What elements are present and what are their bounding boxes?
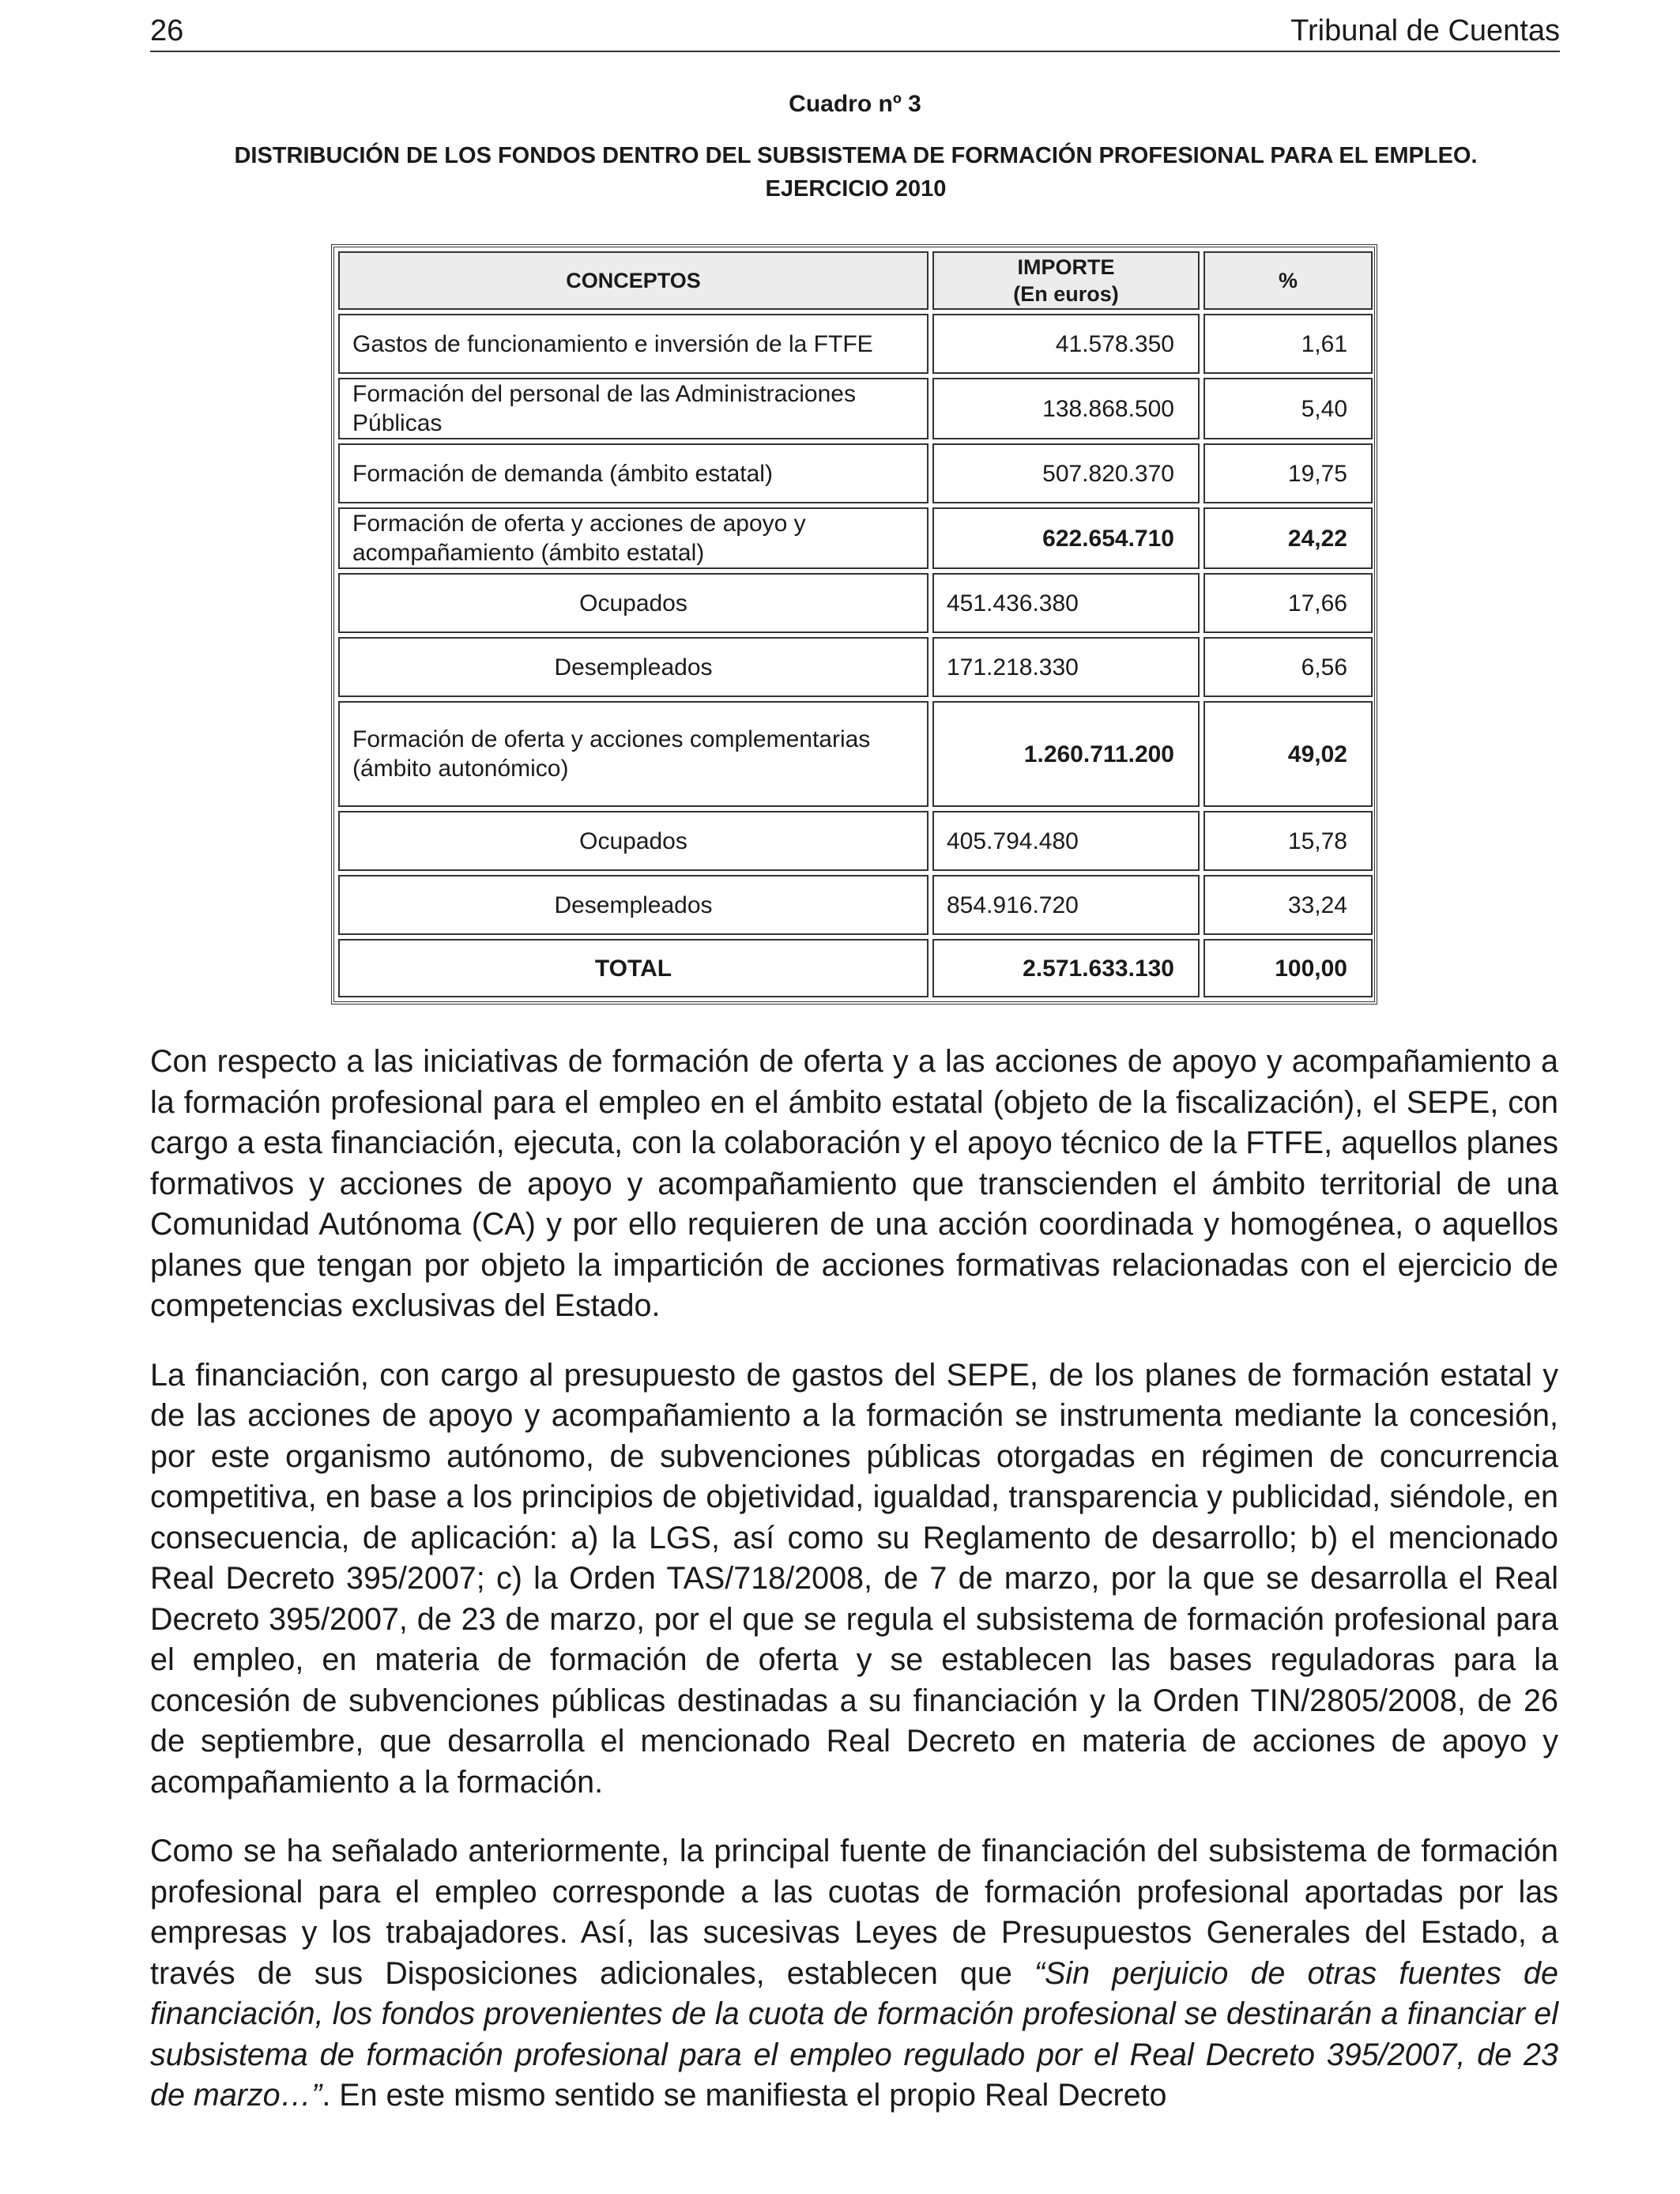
table-row [338, 811, 1373, 871]
row-concept: Gastos de funcionamiento e inversión de la FTFE [338, 314, 929, 374]
table-row [338, 443, 1373, 503]
row-amount: 405.794.480 [932, 811, 1200, 871]
row-concept: Ocupados [338, 811, 929, 871]
paragraph-3 [150, 1831, 1558, 2117]
header-amount [932, 251, 1200, 310]
table-row [338, 875, 1373, 935]
row-concept: Formación de oferta y acciones de apoyo y acompañamiento (ámbito estatal) [338, 507, 929, 569]
row-percent: 49,02 [1203, 701, 1373, 807]
header-amount-line2: (En euros) [1013, 282, 1119, 306]
header-percent: % [1203, 251, 1373, 310]
table-total-row [338, 939, 1373, 997]
row-concept: Desempleados [338, 637, 929, 697]
row-amount: 622.654.710 [932, 507, 1200, 569]
paragraph-1: Con respecto a las iniciativas de formación de oferta y a las acciones de apoyo y acompañamiento a la formación profesional para el empleo en el ámbito estatal (objeto de la fiscalización), el SEPE, con cargo a esta financiación, ejecuta, con la colaboración y el apoyo técnico de la FTFE, aquellos planes formativos y acciones de apoyo y acompañamiento que transcienden el ámbito territorial de una Comunidad Autónoma (CA) y por ello requieren de una acción coordinada y homogénea, o aquellos planes que tengan por objeto la impartición de acciones formativas relacionadas con el ejercicio de competencias exclusivas del Estado. [150, 1044, 1558, 1323]
row-percent: 24,22 [1203, 507, 1373, 569]
paragraph-3-start: Como se ha señalado anteriormente, la principal fuente de financiación del subsistema de formación profesional para el empleo corresponde a las cuotas de formación profesional aportadas por las empresas y los trabajadores. Así, las sucesivas Leyes de Presupuestos Generales del Estado, a través de sus Disposiciones adicionales, establecen que [150, 1834, 1558, 1991]
row-percent: 1,61 [1203, 314, 1373, 374]
row-percent: 15,78 [1203, 811, 1373, 871]
table-row [338, 701, 1373, 807]
row-percent: 6,56 [1203, 637, 1373, 697]
row-amount: 138.868.500 [932, 378, 1200, 439]
row-concept: Desempleados [338, 875, 929, 935]
row-concept: Formación de demanda (ámbito estatal) [338, 443, 929, 503]
publisher-name: Tribunal de Cuentas [1290, 14, 1560, 47]
table-row [338, 378, 1373, 439]
row-amount: 41.578.350 [932, 314, 1200, 374]
row-amount: 451.436.380 [932, 573, 1200, 633]
paragraph-2: La financiación, con cargo al presupuesto de gastos del SEPE, de los planes de formación estatal y de las acciones de apoyo y acompañamiento a la formación se instrumenta mediante la concesión, por este organismo autónomo, de subvenciones públicas otorgadas en régimen de concurrencia competitiva, en base a los principios de objetividad, igualdad, transparencia y publicidad, siéndole, en consecuencia, de aplicación: a) la LGS, así como su Reglamento de desarrollo; b) el mencionado Real Decreto 395/2007; c) la Orden TAS/718/2008, de 7 de marzo, por la que se desarrolla el Real Decreto 395/2007, de 23 de marzo, por el que se regula el subsistema de formación profesional para el empleo, en materia de formación de oferta y se establecen las bases reguladoras para la concesión de subvenciones públicas destinadas a su financiación y la Orden TIN/2805/2008, de 26 de septiembre, que desarrolla el mencionado Real Decreto en materia de acciones de apoyo y acompañamiento a la formación. [150, 1357, 1558, 1800]
row-amount: 1.260.711.200 [932, 701, 1200, 807]
paragraph-3-end: . En este mismo sentido se manifiesta el propio Real Decreto [322, 2078, 1167, 2113]
table-header-row [338, 251, 1373, 310]
row-amount: 854.916.720 [932, 875, 1200, 935]
body-text [150, 1042, 1558, 2145]
table-title: DISTRIBUCIÓN DE LOS FONDOS DENTRO DEL SUBSISTEMA DE FORMACIÓN PROFESIONAL PARA EL EMPLEO. EJERCICIO 2010 [234, 143, 1478, 202]
row-concept: Ocupados [338, 573, 929, 633]
total-percent: 100,00 [1203, 939, 1373, 997]
funds-table [331, 244, 1377, 1005]
row-concept: Formación del personal de las Administraciones Públicas [338, 378, 929, 439]
table-row [338, 573, 1373, 633]
page-number: 26 [150, 14, 184, 47]
table-row [338, 507, 1373, 569]
page-header [150, 11, 1560, 52]
table-row [338, 314, 1373, 374]
row-percent: 5,40 [1203, 378, 1373, 439]
total-label: TOTAL [338, 939, 929, 997]
row-percent: 17,66 [1203, 573, 1373, 633]
table-row [338, 637, 1373, 697]
header-concepts: CONCEPTOS [338, 251, 929, 310]
total-amount: 2.571.633.130 [932, 939, 1200, 997]
table-caption: Cuadro nº 3 [789, 91, 921, 117]
row-concept: Formación de oferta y acciones complementarias (ámbito autonómico) [338, 701, 929, 807]
paragraph-3-quote: “Sin perjuicio de otras fuentes de financiación, los fondos provenientes de la cuota de formación profesional se destinarán a financiar el subsistema de formación profesional para el empleo regulado por el Real Decreto 395/2007, de 23 de marzo…” [150, 1955, 1558, 2113]
row-amount: 171.218.330 [932, 637, 1200, 697]
row-percent: 19,75 [1203, 443, 1373, 503]
row-amount: 507.820.370 [932, 443, 1200, 503]
row-percent: 33,24 [1203, 875, 1373, 935]
header-amount-line1: IMPORTE [1017, 255, 1115, 279]
